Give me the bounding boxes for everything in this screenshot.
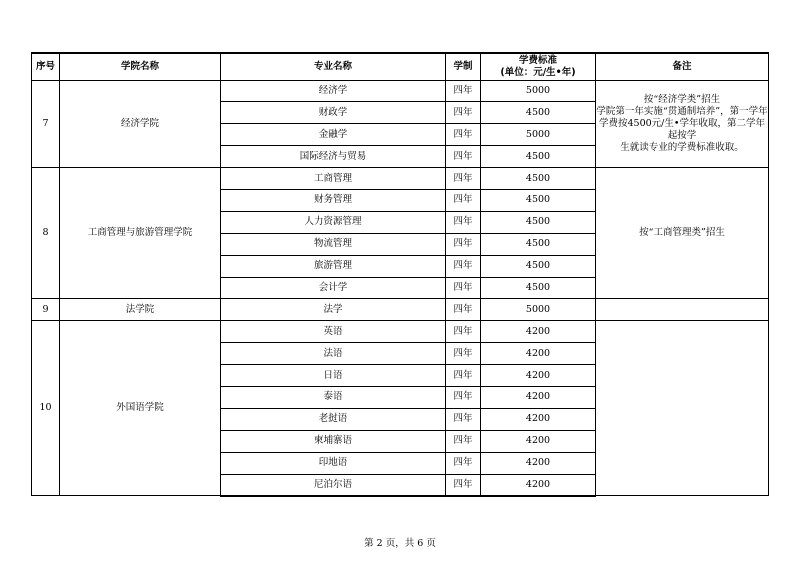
- duration-cell: 四年: [446, 211, 481, 233]
- college-cell: 法学院: [60, 299, 221, 321]
- major-cell: 财政学: [221, 102, 446, 124]
- fee-cell: 4200: [481, 321, 596, 343]
- note-line: 按“工商管理类”招生: [639, 227, 725, 239]
- header-college: 学院名称: [60, 53, 221, 80]
- fee-table-body: [32, 80, 769, 496]
- fee-cell: 5000: [481, 80, 596, 102]
- major-cell: 会计学: [221, 277, 446, 299]
- major-cell: 尼泊尔语: [221, 474, 446, 496]
- major-cell: 经济学: [221, 80, 446, 102]
- major-cell: 日语: [221, 365, 446, 387]
- header-seq: 序号: [32, 53, 60, 80]
- duration-cell: 四年: [446, 299, 481, 321]
- fee-cell: 4200: [481, 386, 596, 408]
- fee-cell: 4500: [481, 168, 596, 190]
- fee-cell: 4200: [481, 408, 596, 430]
- note-cell: [596, 80, 769, 168]
- duration-cell: 四年: [446, 277, 481, 299]
- note-line: 学费按4500元/生•学年收取，第二学年起按学: [599, 117, 765, 141]
- college-cell: 经济学院: [60, 80, 221, 168]
- table-row: [32, 80, 769, 102]
- header-fee-title: 学费标准: [518, 54, 557, 66]
- fee-cell: 4500: [481, 255, 596, 277]
- header-duration: 学制: [446, 53, 481, 80]
- duration-cell: 四年: [446, 189, 481, 211]
- major-cell: 旅游管理: [221, 255, 446, 277]
- seq-cell: 7: [32, 80, 60, 168]
- major-cell: 法语: [221, 343, 446, 365]
- seq-cell: 8: [32, 168, 60, 299]
- fee-cell: 4200: [481, 474, 596, 496]
- note-line: 学院第一年实施“贯通制培养”，第一学年: [596, 105, 768, 117]
- duration-cell: 四年: [446, 408, 481, 430]
- fee-cell: 4200: [481, 343, 596, 365]
- major-cell: 泰语: [221, 386, 446, 408]
- college-cell: 工商管理与旅游管理学院: [60, 168, 221, 299]
- note-cell: [596, 299, 769, 321]
- major-cell: 国际经济与贸易: [221, 146, 446, 168]
- duration-cell: 四年: [446, 255, 481, 277]
- duration-cell: 四年: [446, 168, 481, 190]
- duration-cell: 四年: [446, 430, 481, 452]
- major-cell: 印地语: [221, 452, 446, 474]
- fee-cell: 5000: [481, 124, 596, 146]
- fee-cell: 4500: [481, 211, 596, 233]
- major-cell: 柬埔寨语: [221, 430, 446, 452]
- duration-cell: 四年: [446, 124, 481, 146]
- note-cell: [596, 321, 769, 496]
- major-cell: 金融学: [221, 124, 446, 146]
- fee-cell: 5000: [481, 299, 596, 321]
- page-footer: 第 2 页，共 6 页: [364, 538, 436, 549]
- major-cell: 工商管理: [221, 168, 446, 190]
- fee-cell: 4200: [481, 365, 596, 387]
- fee-cell: 4500: [481, 233, 596, 255]
- seq-cell: 10: [32, 321, 60, 496]
- fee-cell: 4500: [481, 189, 596, 211]
- header-fee: [481, 53, 596, 80]
- major-cell: 物流管理: [221, 233, 446, 255]
- header-fee-unit: (单位：元/生•年): [500, 66, 576, 78]
- major-cell: 老挝语: [221, 408, 446, 430]
- fee-cell: 4200: [481, 452, 596, 474]
- header-row: [32, 53, 769, 80]
- duration-cell: 四年: [446, 146, 481, 168]
- seq-cell: 9: [32, 299, 60, 321]
- duration-cell: 四年: [446, 321, 481, 343]
- note-line: 生就读专业的学费标准收取。: [620, 141, 744, 153]
- major-cell: 英语: [221, 321, 446, 343]
- header-major: 专业名称: [221, 53, 446, 80]
- note-line: 按“经济学类”招生: [643, 94, 721, 106]
- note-cell: [596, 168, 769, 299]
- major-cell: 人力资源管理: [221, 211, 446, 233]
- major-cell: 法学: [221, 299, 446, 321]
- college-cell: 外国语学院: [60, 321, 221, 496]
- duration-cell: 四年: [446, 80, 481, 102]
- duration-cell: 四年: [446, 343, 481, 365]
- duration-cell: 四年: [446, 365, 481, 387]
- duration-cell: 四年: [446, 102, 481, 124]
- duration-cell: 四年: [446, 233, 481, 255]
- fee-cell: 4500: [481, 277, 596, 299]
- fee-table: [31, 52, 769, 497]
- duration-cell: 四年: [446, 452, 481, 474]
- header-note: 备注: [596, 53, 769, 80]
- table-row: [32, 321, 769, 343]
- fee-cell: 4500: [481, 102, 596, 124]
- table-row: [32, 168, 769, 190]
- table-row: [32, 299, 769, 321]
- duration-cell: 四年: [446, 474, 481, 496]
- fee-cell: 4200: [481, 430, 596, 452]
- fee-cell: 4500: [481, 146, 596, 168]
- major-cell: 财务管理: [221, 189, 446, 211]
- duration-cell: 四年: [446, 386, 481, 408]
